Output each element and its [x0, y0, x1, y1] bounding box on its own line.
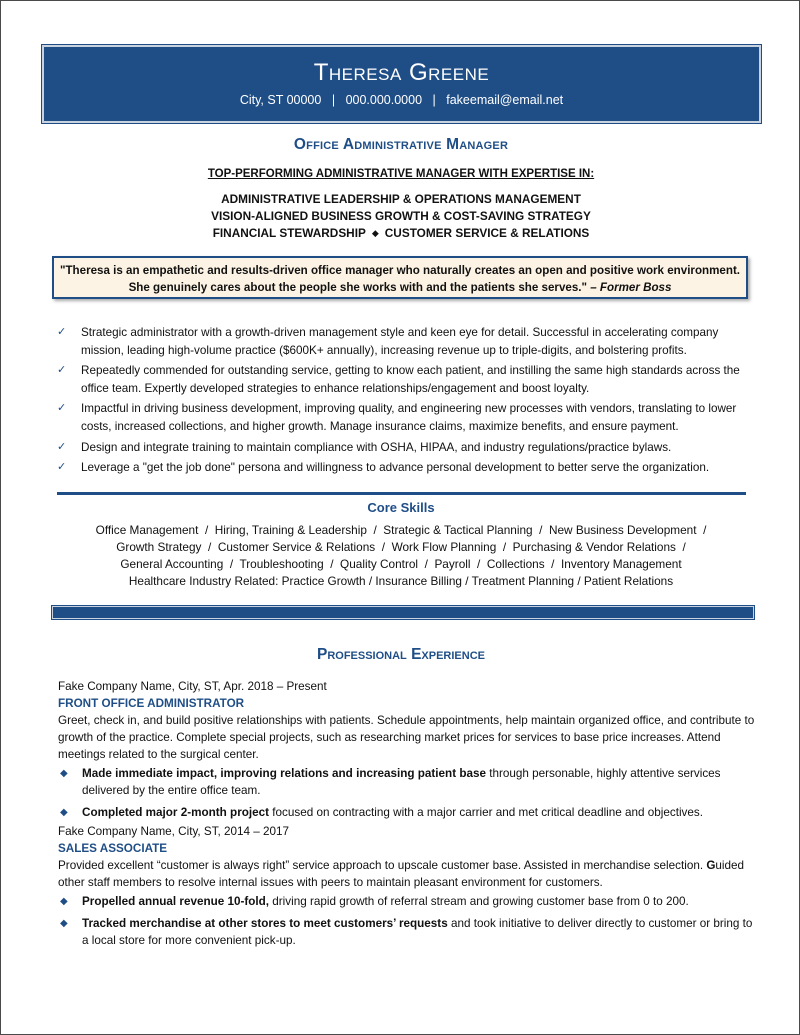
job-entry — [58, 678, 758, 826]
quote-line: "Theresa is an empathetic and results-driven office manager who naturally creates an open and positive work environment. — [59, 264, 741, 277]
expertise-line: VISION-ALIGNED BUSINESS GROWTH & COST-SAVING STRATEGY — [211, 209, 591, 223]
diamond-bullet-icon: ◆ — [60, 807, 68, 818]
job-entry — [58, 823, 758, 954]
contact-email[interactable]: fakeemail@email.net — [446, 93, 564, 107]
diamond-bullet-icon: ◆ — [60, 768, 68, 779]
diamond-bullet-icon: ◆ — [60, 918, 68, 929]
section-divider-bar — [52, 606, 754, 619]
expertise-line — [1, 225, 800, 242]
role-title: Office Administrative Manager — [293, 136, 509, 153]
job-description: Greet, check in, and build positive relationships with patients. Schedule appointments, help maintain organized office, and contribute to growth of the practice. Complete special projects, such as researching market prices for services to base price increases. Attend meetings related to the surgical center. — [58, 714, 755, 761]
list-item — [58, 804, 758, 821]
job-description — [58, 857, 758, 891]
bullet-bold: Completed major 2-month project — [82, 806, 270, 819]
checkmark-icon: ✓ — [57, 402, 67, 415]
core-skills-title: Core Skills — [367, 500, 435, 515]
testimonial-quote — [52, 256, 748, 299]
contact-line — [44, 93, 759, 107]
checkmark-icon: ✓ — [57, 461, 67, 474]
job-title: FRONT OFFICE ADMINISTRATOR — [58, 697, 245, 710]
job-bullets — [58, 765, 758, 821]
list-item — [57, 400, 757, 435]
resume-header — [42, 45, 761, 123]
bullet-text: focused on contracting with a major carrier and met critical deadline and objectives. — [269, 806, 703, 819]
bullet-bold: Propelled annual revenue 10-fold, — [82, 895, 270, 908]
list-item — [58, 915, 758, 949]
checkmark-icon: ✓ — [57, 326, 67, 338]
list-item — [58, 893, 758, 910]
summary-bullet-list — [57, 324, 757, 480]
contact-separator: | — [432, 93, 436, 107]
expertise-line: ADMINISTRATIVE LEADERSHIP & OPERATIONS MANAGEMENT — [221, 192, 581, 206]
bullet-text: driving rapid growth of referral stream and growing customer base from 0 to 200. — [269, 895, 689, 908]
skills-line: Growth Strategy / Customer Service & Relations / Work Flow Planning / Purchasing & Vendor Relations / — [116, 540, 686, 554]
section-divider — [57, 492, 746, 495]
bullet-text: Impactful in driving business development, improving quality, and engineering new processes with vendors, translating to lower costs, increased collections, and higher growth. Manage insurance claims, maximize benefits, and ensure payment. — [81, 402, 737, 433]
contact-phone: 000.000.0000 — [345, 93, 423, 107]
job-company: Fake Company Name, City, ST, Apr. 2018 – Present — [58, 680, 327, 693]
skills-line: Office Management / Hiring, Training & Leadership / Strategic & Tactical Planning / New Business Development / — [95, 523, 707, 537]
job-company: Fake Company Name, City, ST, 2014 – 2017 — [58, 825, 290, 838]
contact-city: City, ST 00000 — [239, 93, 322, 107]
job-bullets — [58, 893, 758, 949]
expertise-heading: TOP-PERFORMING ADMINISTRATIVE MANAGER WITH EXPERTISE IN: — [207, 168, 595, 180]
bullet-text: Design and integrate training to maintain compliance with OSHA, HIPAA, and industry regulations/practice bylaws. — [81, 440, 672, 454]
quote-line — [54, 279, 746, 296]
experience-section-title: Professional Experience — [316, 646, 485, 663]
bullet-text: Leverage a "get the job done" persona and willingness to advance personal development to better serve the organization. — [81, 461, 710, 475]
bullet-bold: Made immediate impact, improving relations and increasing patient base — [82, 767, 486, 780]
quote-attribution: – Former Boss — [587, 281, 672, 294]
list-item — [57, 362, 757, 397]
checkmark-icon: ✓ — [57, 440, 67, 453]
skills-line: General Accounting / Troubleshooting / Quality Control / Payroll / Collections / Inventory Management — [120, 557, 682, 571]
bullet-text: and took initiative to deliver directly to customer or bring to a local store for more convenient pick-up. — [82, 917, 753, 947]
list-item — [57, 324, 757, 359]
skills-line: Healthcare Industry Related: Practice Growth / Insurance Billing / Treatment Planning / Patient Relations — [128, 574, 674, 588]
core-skills-list — [1, 522, 800, 590]
diamond-icon: ◆ — [371, 228, 379, 238]
diamond-bullet-icon: ◆ — [60, 896, 68, 907]
list-item — [57, 439, 757, 457]
contact-separator: | — [331, 93, 336, 107]
desc-text: Provided excellent “customer is always right” service approach to upscale customer base. Assisted in merchandise selection. — [58, 859, 707, 872]
desc-text: uided other staff members to resolve internal issues with peers to maintain pleasant environment for customers. — [58, 859, 745, 889]
desc-bold: G — [706, 859, 716, 872]
bullet-text: Strategic administrator with a growth-driven management style and keen eye for detail. Successful in accelerating company mission, leading high-volume practice ($600K+ annually), increasing revenue up to triple-digits, and bolstering profits. — [81, 326, 719, 357]
checkmark-icon: ✓ — [57, 364, 67, 377]
expertise-item: CUSTOMER SERVICE & RELATIONS — [384, 226, 590, 240]
list-item — [57, 459, 757, 477]
bullet-text: through personable, highly attentive services delivered by the entire office team. — [82, 767, 721, 797]
bullet-text: Repeatedly commended for outstanding service, getting to know each patient, and instilling the same high standards across the office team. Expertly developed strategies to enhance relationships/engagement and boost loyalty. — [81, 364, 740, 395]
quote-text: She genuinely cares about the people she works with and the patients she serves." — [128, 281, 588, 294]
candidate-name: Theresa Greene — [313, 59, 490, 86]
expertise-block — [1, 191, 800, 242]
job-title: SALES ASSOCIATE — [58, 842, 168, 855]
bullet-bold: Tracked merchandise at other stores to meet customers’ requests — [82, 917, 448, 930]
list-item — [58, 765, 758, 799]
expertise-item: FINANCIAL STEWARDSHIP — [212, 226, 366, 240]
